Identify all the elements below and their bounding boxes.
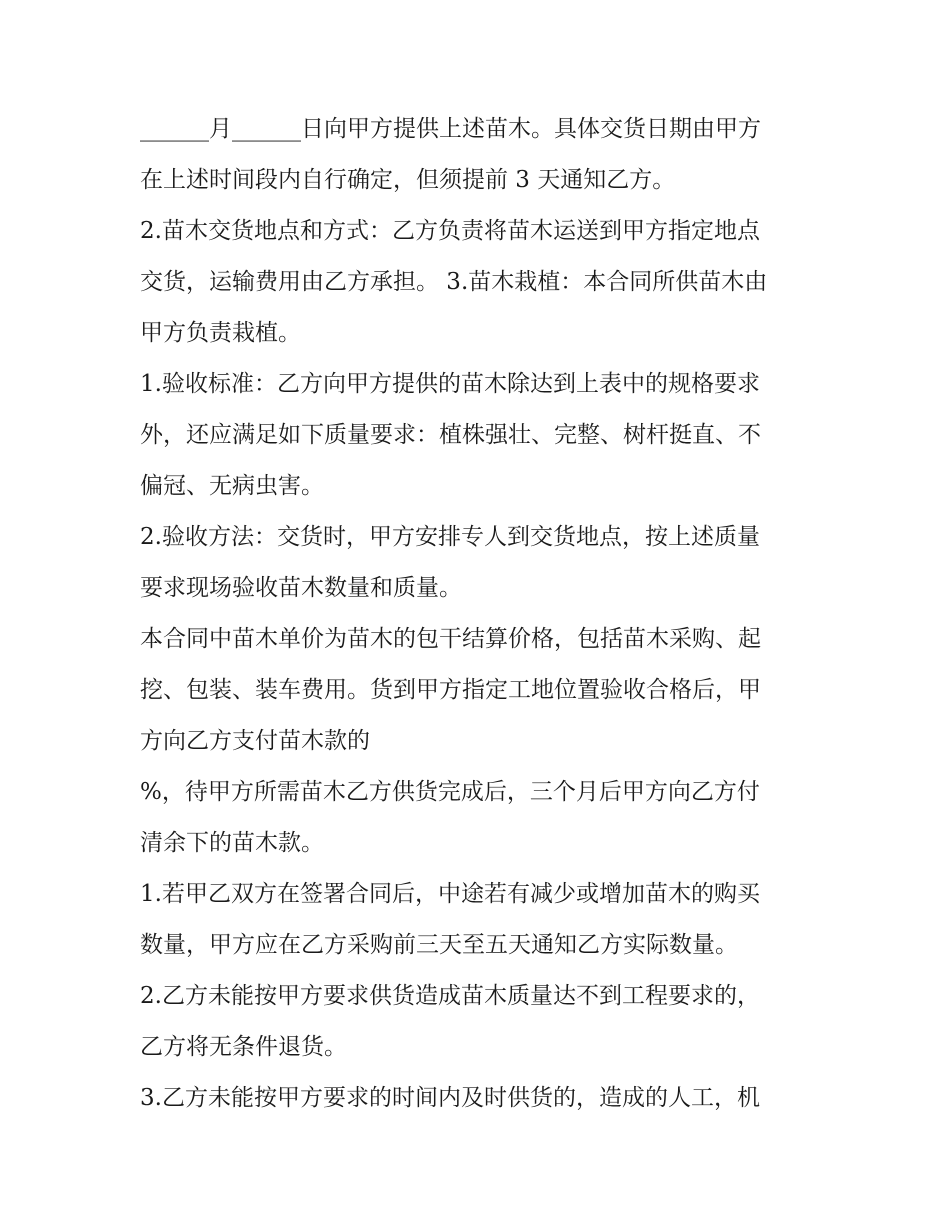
text-line-19: 乙方将无条件退货。 bbox=[140, 1034, 347, 1060]
text-line-3: 2.苗木交货地点和方式：乙方负责将苗木运送到甲方指定地点 bbox=[140, 218, 760, 244]
document-body bbox=[140, 104, 820, 1124]
text-line-18: 2.乙方未能按甲方要求供货造成苗木质量达不到工程要求的， bbox=[140, 983, 760, 1009]
text-line-8: 偏冠、无病虫害。 bbox=[140, 473, 324, 499]
text-line-13: 方向乙方支付苗木款的 bbox=[140, 728, 370, 754]
text-line-16: 1.若甲乙双方在签署合同后，中途若有减少或增加苗木的购买 bbox=[140, 881, 760, 907]
text-line-5: 甲方负责栽植。 bbox=[140, 320, 301, 346]
text-line-2: 在上述时间段内自行确定，但须提前 3 天通知乙方。 bbox=[140, 167, 676, 193]
text-line-15: 清余下的苗木款。 bbox=[140, 830, 324, 856]
text-line-7: 外，还应满足如下质量要求：植株强壮、完整、树杆挺直、不 bbox=[140, 422, 761, 448]
text-line-17: 数量，甲方应在乙方采购前三天至五天通知乙方实际数量。 bbox=[140, 932, 738, 958]
text-line-10: 要求现场验收苗木数量和质量。 bbox=[140, 575, 462, 601]
text-line-20: 3.乙方未能按甲方要求的时间内及时供货的，造成的人工，机 bbox=[140, 1085, 760, 1111]
text-line-11: 本合同中苗木单价为苗木的包干结算价格，包括苗木采购、起 bbox=[140, 626, 761, 652]
text-line-9: 2.验收方法：交货时，甲方安排专人到交货地点，按上述质量 bbox=[140, 524, 760, 550]
text-line-6: 1.验收标准：乙方向甲方提供的苗木除达到上表中的规格要求 bbox=[140, 371, 760, 397]
text-line-1: ______月______日向甲方提供上述苗木。具体交货日期由甲方 bbox=[140, 116, 761, 142]
text-line-4: 交货，运输费用由乙方承担。 3.苗木栽植：本合同所供苗木由 bbox=[140, 269, 768, 295]
text-line-14: %，待甲方所需苗木乙方供货完成后，三个月后甲方向乙方付 bbox=[140, 779, 760, 805]
text-line-12: 挖、包装、装车费用。货到甲方指定工地位置验收合格后，甲 bbox=[140, 677, 761, 703]
